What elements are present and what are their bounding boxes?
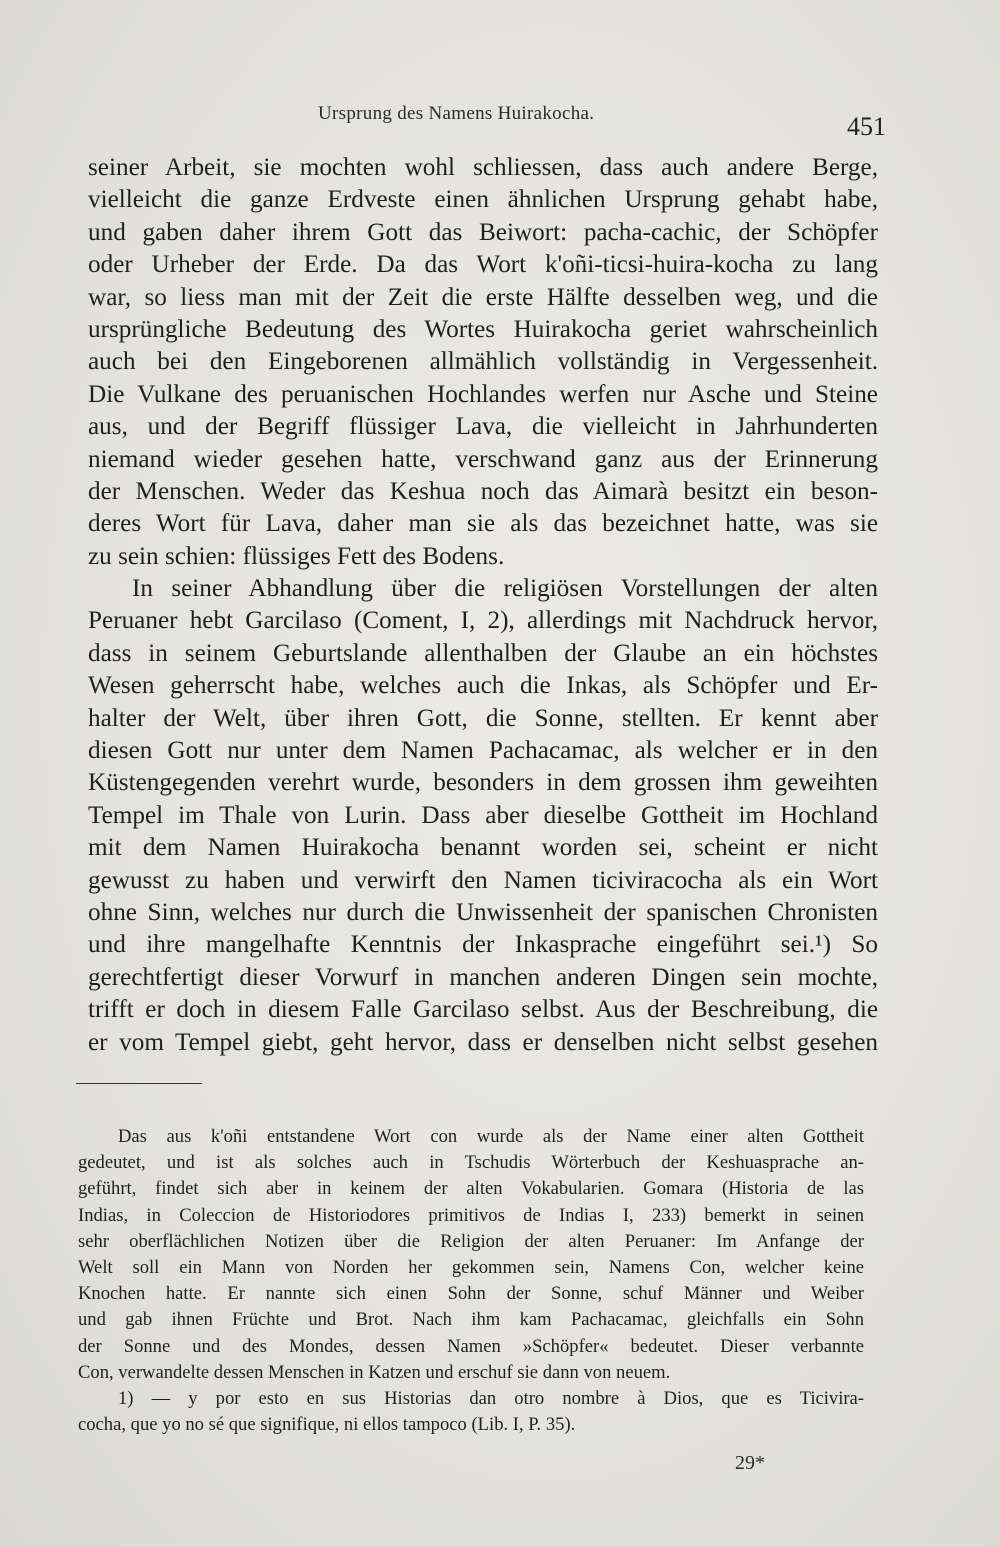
text-line: Peruaner hebt Garcilaso (Coment, I, 2), allerdings mit Nachdruck hervor, bbox=[88, 607, 878, 635]
footnote-line: geführt, findet sich aber in keinem der alten Vokabularien. Gomara (Historia de las bbox=[78, 1178, 864, 1200]
text-line: auch bei den Eingeborenen allmählich vollständig in Vergessenheit. bbox=[88, 348, 878, 376]
text-line: In seiner Abhandlung über die religiösen Vorstellungen der alten bbox=[132, 575, 878, 603]
footnote-line: gedeutet, und ist als solches auch in Tschudis Wörterbuch der Keshuasprache an- bbox=[78, 1152, 864, 1174]
main-text bbox=[88, 152, 878, 1059]
text-line: aus, und der Begriff flüssiger Lava, die vielleicht in Jahrhunderten bbox=[88, 413, 878, 441]
footnote-line: Welt soll ein Mann von Norden her gekommen sein, Namens Con, welcher keine bbox=[78, 1256, 864, 1278]
text-line: ohne Sinn, welches nur durch die Unwissenheit der spanischen Chronisten bbox=[88, 898, 878, 926]
footnote-line: der Sonne und des Mondes, dessen Namen »Schöpfer« bedeutet. Dieser verbannte bbox=[78, 1335, 864, 1357]
footnote-line: 1) — y por esto en sus Historias dan otro nombre à Dios, que es Ticivira- bbox=[118, 1387, 864, 1409]
text-line: niemand wieder gesehen hatte, verschwand ganz aus der Erinnerung bbox=[88, 445, 878, 473]
text-line: deres Wort für Lava, daher man sie als das bezeichnet hatte, was sie bbox=[88, 510, 878, 538]
text-line: Küstengegenden verehrt wurde, besonders in dem grossen ihm geweihten bbox=[88, 769, 878, 797]
text-line: trifft er doch in diesem Falle Garcilaso selbst. Aus der Beschreibung, die bbox=[88, 996, 878, 1024]
text-line: ursprüngliche Bedeutung des Wortes Huirakocha geriet wahrscheinlich bbox=[88, 315, 878, 343]
text-line: Tempel im Thale von Lurin. Dass aber dieselbe Gottheit im Hochland bbox=[88, 801, 878, 829]
text-line: und gaben daher ihrem Gott das Beiwort: pacha-cachic, der Schöpfer bbox=[88, 218, 878, 246]
text-line: gewusst zu haben und verwirft den Namen ticiviracocha als ein Wort bbox=[88, 866, 878, 894]
running-title: Ursprung des Namens Huirakocha. bbox=[318, 103, 595, 124]
footnote-line: und gab ihnen Früchte und Brot. Nach ihm kam Pachacamac, gleichfalls ein Sohn bbox=[78, 1309, 864, 1331]
page-number: 451 bbox=[847, 112, 886, 141]
signature-mark: 29* bbox=[735, 1452, 765, 1474]
text-line: er vom Tempel giebt, geht hervor, dass er denselben nicht selbst gesehen bbox=[88, 1028, 878, 1056]
footnote-line: sehr oberflächlichen Notizen über die Religion der alten Peruaner: Im Anfange der bbox=[78, 1230, 864, 1252]
footnote-divider bbox=[76, 1083, 202, 1084]
text-line: mit dem Namen Huirakocha benannt worden sei, scheint er nicht bbox=[88, 834, 878, 862]
text-line: vielleicht die ganze Erdveste einen ähnlichen Ursprung gehabt habe, bbox=[88, 186, 878, 214]
text-line: zu sein schien: flüssiges Fett des Bodens. bbox=[88, 542, 505, 570]
footnotes bbox=[78, 1124, 864, 1438]
footnote-line: Con, verwandelte dessen Menschen in Katzen und erschuf sie dann von neuem. bbox=[78, 1361, 671, 1383]
footnote-line: Indias, in Coleccion de Historiodores primitivos de Indias I, 233) bemerkt in seinen bbox=[78, 1204, 864, 1226]
text-line: Die Vulkane des peruanischen Hochlandes werfen nur Asche und Steine bbox=[88, 380, 878, 408]
text-line: gerechtfertigt dieser Vorwurf in manchen anderen Dingen sein mochte, bbox=[88, 963, 878, 991]
text-line: halter der Welt, über ihren Gott, die Sonne, stellten. Er kennt aber bbox=[88, 704, 878, 732]
text-line: diesen Gott nur unter dem Namen Pachacamac, als welcher er in den bbox=[88, 737, 878, 765]
text-line: seiner Arbeit, sie mochten wohl schliessen, dass auch andere Berge, bbox=[88, 154, 878, 181]
footnote-line: cocha, que yo no sé que signifique, ni ellos tampoco (Lib. I, P. 35). bbox=[78, 1414, 576, 1436]
text-line: war, so liess man mit der Zeit die erste Hälfte desselben weg, und die bbox=[88, 283, 878, 311]
text-line: Wesen geherrscht habe, welches auch die Inkas, als Schöpfer und Er- bbox=[88, 672, 878, 700]
text-line: dass in seinem Geburtslande allenthalben der Glaube an ein höchstes bbox=[88, 639, 878, 667]
footnote-line: Knochen hatte. Er nannte sich einen Sohn der Sonne, schuf Männer und Weiber bbox=[78, 1283, 864, 1305]
footnote-line: Das aus k'oñi entstandene Wort con wurde als der Name einer alten Gottheit bbox=[118, 1126, 864, 1147]
text-line: oder Urheber der Erde. Da das Wort k'oñi-ticsi-huira-kocha zu lang bbox=[88, 251, 878, 279]
text-line: der Menschen. Weder das Keshua noch das Aimarà besitzt ein beson- bbox=[88, 477, 878, 505]
text-line: und ihre mangelhafte Kenntnis der Inkasprache eingeführt sei.¹) So bbox=[88, 931, 878, 959]
